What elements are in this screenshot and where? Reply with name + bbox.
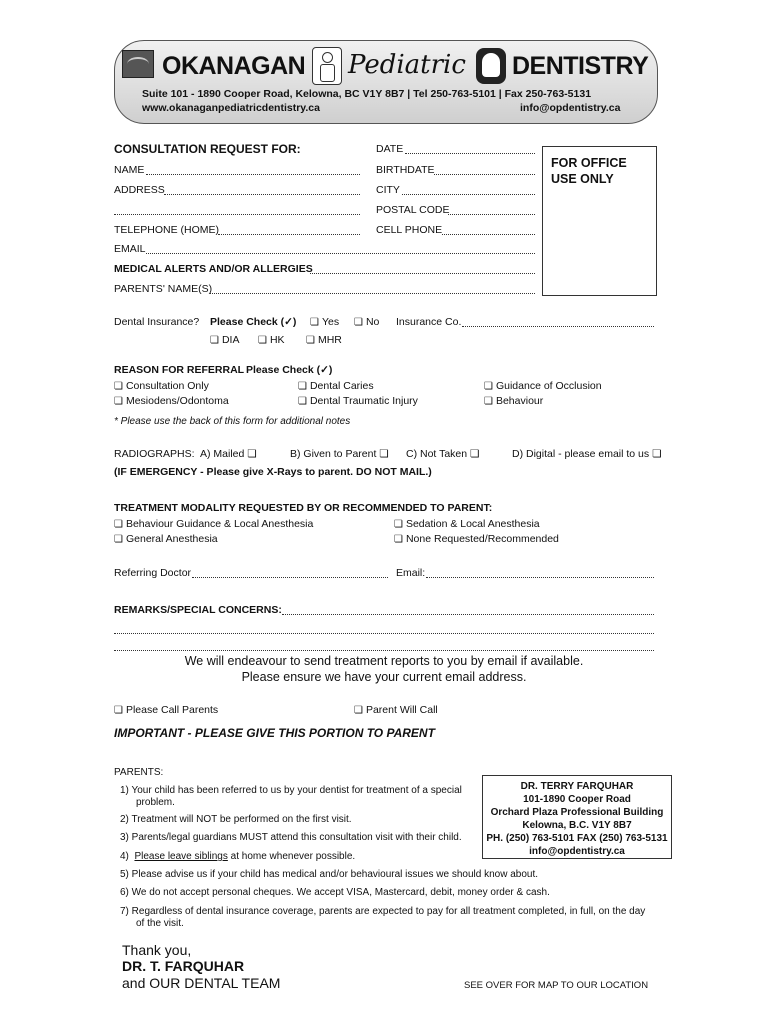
signoff-team: and OUR DENTAL TEAM <box>122 975 281 991</box>
parents-item-1-cont: problem. <box>136 797 175 808</box>
none-requested-checkbox[interactable]: ❏ None Requested/Recommended <box>394 533 559 545</box>
email-current-note: Please ensure we have your current email address. <box>241 670 527 684</box>
okanagan-logo-icon <box>122 50 154 78</box>
dental-caries-checkbox[interactable]: ❏ Dental Caries <box>298 380 374 392</box>
general-anesthesia-checkbox[interactable]: ❏ General Anesthesia <box>114 533 218 545</box>
referral-title: REASON FOR REFERRAL <box>114 364 245 376</box>
form-title: CONSULTATION REQUEST FOR: <box>114 142 301 156</box>
referring-doctor-field[interactable] <box>192 568 388 578</box>
birthdate-field[interactable] <box>434 165 535 175</box>
doctor-contact-box <box>482 775 672 859</box>
dia-checkbox[interactable]: ❏ DIA <box>210 334 239 346</box>
parents-names-field[interactable] <box>210 284 535 294</box>
tel-home-label: TELEPHONE (HOME) <box>114 224 220 236</box>
header-email: info@opdentistry.ca <box>520 102 621 114</box>
name-field[interactable] <box>146 165 360 175</box>
insurance-yes-checkbox[interactable]: ❏ Yes <box>310 316 339 328</box>
header-address: Suite 101 - 1890 Cooper Road, Kelowna, BC V1Y 8B7 | Tel 250-763-5101 | Fax 250-763-5131 <box>142 88 592 100</box>
radiograph-not-taken-label: C) Not Taken <box>406 448 468 460</box>
tel-home-field[interactable] <box>218 225 360 235</box>
item-4-rest: at home whenever possible. <box>230 851 356 862</box>
consult-only-checkbox[interactable]: ❏ Consultation Only <box>114 380 209 392</box>
parents-item-4 <box>120 851 355 863</box>
checkbox-icon: ❏ <box>470 448 480 460</box>
insurance-co-label: Insurance Co. <box>396 316 462 328</box>
insurance-no-checkbox[interactable]: ❏ No <box>354 316 379 328</box>
occlusion-checkbox[interactable]: ❏ Guidance of Occlusion <box>484 380 602 392</box>
remarks-field-3[interactable] <box>114 641 654 651</box>
doctor-name: DR. TERRY FARQUHAR <box>520 781 634 792</box>
postal-field[interactable] <box>448 205 535 215</box>
city-field[interactable] <box>402 185 535 195</box>
parents-item-7: 7) Regardless of dental insurance coverage, parents are expected to pay for all treatment completed, in full, on the day <box>120 906 646 917</box>
parents-names-label: PARENTS' NAME(S) <box>114 283 213 295</box>
parents-item-5: 5) Please advise us if your child has medical and/or behavioural issues we should know about. <box>120 869 539 880</box>
checkbox-icon: ❏ <box>652 448 662 460</box>
parents-item-7-cont: of the visit. <box>136 918 184 929</box>
date-field[interactable] <box>405 144 535 154</box>
parents-item-6: 6) We do not accept personal cheques. We accept VISA, Mastercard, debit, money order & cash. <box>120 887 550 898</box>
insurance-check-label: Please Check (✓) <box>210 316 297 328</box>
parents-item-1: 1) Your child has been referred to us by your dentist for treatment of a special <box>120 785 462 796</box>
item-4-number: 4) <box>120 851 129 862</box>
item-4-underline: Please leave siblings <box>134 851 228 862</box>
mhr-checkbox[interactable]: ❏ MHR <box>306 334 342 346</box>
referral-check-label: Please Check (✓) <box>246 364 333 376</box>
please-call-parents-checkbox[interactable]: ❏ Please Call Parents <box>114 704 218 716</box>
birthdate-label: BIRTHDATE <box>376 164 435 176</box>
brand-okanagan: OKANAGAN <box>162 52 306 80</box>
radiograph-not-taken-checkbox[interactable] <box>406 448 479 460</box>
doctor-addr-1: 101-1890 Cooper Road <box>523 794 631 805</box>
city-label: CITY <box>376 184 400 196</box>
header-website: www.okanaganpediatricdentistry.ca <box>142 102 320 114</box>
mesiodens-checkbox[interactable]: ❏ Mesiodens/Odontoma <box>114 395 229 407</box>
sedation-local-checkbox[interactable]: ❏ Sedation & Local Anesthesia <box>394 518 540 530</box>
child-icon <box>312 47 342 85</box>
brand-pediatric: Pediatric <box>348 50 466 80</box>
office-use-label: FOR OFFICE USE ONLY <box>551 156 627 186</box>
office-use-box <box>542 146 657 296</box>
radiograph-given-checkbox[interactable] <box>290 448 389 460</box>
map-note: SEE OVER FOR MAP TO OUR LOCATION <box>464 980 649 991</box>
email-field[interactable] <box>146 244 535 254</box>
parents-label: PARENTS: <box>114 767 164 778</box>
remarks-field[interactable] <box>282 605 654 615</box>
name-label: NAME <box>114 164 145 176</box>
insurance-co-field[interactable] <box>462 317 654 327</box>
radiograph-mailed-label: A) Mailed <box>200 448 245 460</box>
important-heading: IMPORTANT - PLEASE GIVE THIS PORTION TO PARENT <box>114 726 435 740</box>
parent-will-call-checkbox[interactable]: ❏ Parent Will Call <box>354 704 438 716</box>
doctor-addr-2: Orchard Plaza Professional Building <box>490 807 664 818</box>
emergency-note: (IF EMERGENCY - Please give X-Rays to parent. DO NOT MAIL.) <box>114 466 432 478</box>
radiograph-given-label: B) Given to Parent <box>290 448 377 460</box>
cell-field[interactable] <box>442 225 535 235</box>
medical-field[interactable] <box>310 264 535 274</box>
checkbox-icon: ❏ <box>379 448 389 460</box>
referring-doctor-label: Referring Doctor <box>114 567 192 579</box>
brand-dentistry: DENTISTRY <box>512 52 649 80</box>
radiograph-digital-checkbox[interactable] <box>512 448 661 460</box>
behaviour-local-checkbox[interactable]: ❏ Behaviour Guidance & Local Anesthesia <box>114 518 313 530</box>
address-field[interactable] <box>164 185 360 195</box>
parents-item-3: 3) Parents/legal guardians MUST attend this consultation visit with their child. <box>120 832 462 843</box>
radiographs-label: RADIOGRAPHS: <box>114 448 195 460</box>
referral-note: * Please use the back of this form for additional notes <box>114 416 351 427</box>
doctor-phone: PH. (250) 763-5101 FAX (250) 763-5131 <box>486 833 668 844</box>
doctor-email: info@opdentistry.ca <box>529 846 625 857</box>
doctor-addr-3: Kelowna, B.C. V1Y 8B7 <box>522 820 632 831</box>
thanks-text: Thank you, <box>122 942 192 958</box>
email-report-note: We will endeavour to send treatment reports to you by email if available. <box>184 654 584 668</box>
behaviour-checkbox[interactable]: ❏ Behaviour <box>484 395 543 407</box>
remarks-label: REMARKS/SPECIAL CONCERNS: <box>114 604 282 616</box>
email-label: EMAIL <box>114 243 146 255</box>
tooth-icon <box>476 48 506 84</box>
insurance-label: Dental Insurance? <box>114 316 200 328</box>
remarks-field-2[interactable] <box>114 624 654 634</box>
postal-label: POSTAL CODE <box>376 204 450 216</box>
treatment-title: TREATMENT MODALITY REQUESTED BY OR RECOMMENDED TO PARENT: <box>114 502 493 514</box>
signoff-doctor: DR. T. FARQUHAR <box>122 958 245 974</box>
referring-email-field[interactable] <box>426 568 654 578</box>
date-label: DATE <box>376 143 404 155</box>
medical-label: MEDICAL ALERTS AND/OR ALLERGIES <box>114 263 313 275</box>
address-label: ADDRESS <box>114 184 165 196</box>
checkbox-icon: ❏ <box>247 448 257 460</box>
hk-checkbox[interactable]: ❏ HK <box>258 334 285 346</box>
parents-item-2: 2) Treatment will NOT be performed on the first visit. <box>120 814 352 825</box>
address-field-2[interactable] <box>114 205 360 215</box>
trauma-checkbox[interactable]: ❏ Dental Traumatic Injury <box>298 395 418 407</box>
cell-label: CELL PHONE <box>376 224 443 236</box>
radiograph-mailed-checkbox[interactable] <box>200 448 257 460</box>
referring-email-label: Email: <box>396 567 426 579</box>
radiograph-digital-label: D) Digital - please email to us <box>512 448 650 460</box>
